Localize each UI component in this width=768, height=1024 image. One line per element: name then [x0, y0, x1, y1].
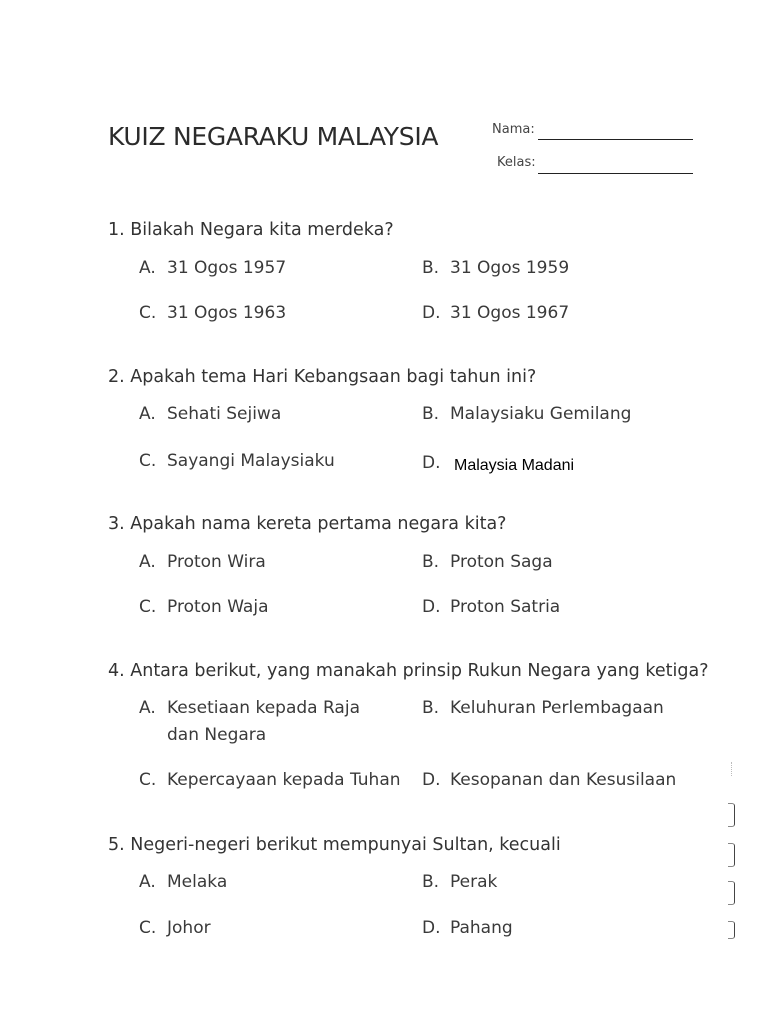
option-text: 31 Ogos 1967	[450, 303, 570, 323]
option-text: Kesetiaan kepada Raja dan Negara	[167, 698, 360, 745]
option-letter: A.	[139, 404, 156, 424]
page-title: KUIZ NEGARAKU MALAYSIA	[108, 122, 439, 151]
option-text: Sehati Sejiwa	[167, 404, 282, 424]
option-letter: C.	[139, 303, 157, 323]
option-letter: C.	[139, 597, 157, 617]
option-text: Proton Wira	[167, 552, 266, 572]
question-4: 4. Antara berikut, yang manakah prinsip Rukun Negara yang ketiga?	[108, 661, 709, 681]
edge-bracket-mark	[728, 881, 735, 905]
option-letter: D.	[422, 770, 441, 790]
option-letter: D.	[422, 453, 441, 473]
option-text: 31 Ogos 1957	[167, 258, 287, 278]
option-letter: B.	[422, 698, 440, 718]
option-text: Sayangi Malaysiaku	[167, 451, 335, 471]
option-letter: C.	[139, 770, 157, 790]
option-letter: C.	[139, 918, 157, 938]
option-text: 31 Ogos 1959	[450, 258, 570, 278]
option-letter: B.	[422, 872, 440, 892]
option-letter: C.	[139, 451, 157, 471]
kelas-input-line[interactable]	[538, 173, 693, 174]
option-letter: A.	[139, 872, 156, 892]
option-letter: D.	[422, 597, 441, 617]
option-text: Johor	[167, 918, 211, 938]
question-2: 2. Apakah tema Hari Kebangsaan bagi tahun ini?	[108, 367, 537, 387]
option-text: Keluhuran Perlembagaan	[450, 698, 664, 718]
q4-option-a[interactable]	[139, 695, 409, 751]
option-text: Malaysiaku Gemilang	[450, 404, 632, 424]
option-letter: D.	[422, 918, 441, 938]
option-text: Proton Satria	[450, 597, 561, 617]
option-text: Melaka	[167, 872, 228, 892]
edge-dot-mark	[731, 762, 734, 776]
option-letter: B.	[422, 258, 440, 278]
option-text: Malaysia Madani	[454, 457, 575, 474]
option-text: Proton Saga	[450, 552, 553, 572]
option-text: Kepercayaan kepada Tuhan	[167, 770, 401, 790]
question-3: 3. Apakah nama kereta pertama negara kita?	[108, 514, 507, 534]
nama-input-line[interactable]	[538, 139, 693, 140]
option-letter: B.	[422, 404, 440, 424]
option-letter: A.	[139, 258, 156, 278]
option-letter: B.	[422, 552, 440, 572]
question-5: 5. Negeri-negeri berikut mempunyai Sultan, kecuali	[108, 835, 561, 855]
option-text: Kesopanan dan Kesusilaan	[450, 770, 677, 790]
edge-bracket-mark	[728, 803, 735, 827]
kelas-label: Kelas:	[497, 155, 536, 170]
option-text: 31 Ogos 1963	[167, 303, 287, 323]
option-letter: A.	[139, 552, 156, 572]
edge-bracket-mark	[728, 921, 735, 939]
option-letter: A.	[139, 698, 156, 718]
option-letter: D.	[422, 303, 441, 323]
option-text: Pahang	[450, 918, 513, 938]
option-text: Perak	[450, 872, 498, 892]
option-text: Proton Waja	[167, 597, 269, 617]
nama-label: Nama:	[492, 122, 535, 137]
question-1: 1. Bilakah Negara kita merdeka?	[108, 220, 394, 240]
edge-bracket-mark	[728, 843, 735, 867]
